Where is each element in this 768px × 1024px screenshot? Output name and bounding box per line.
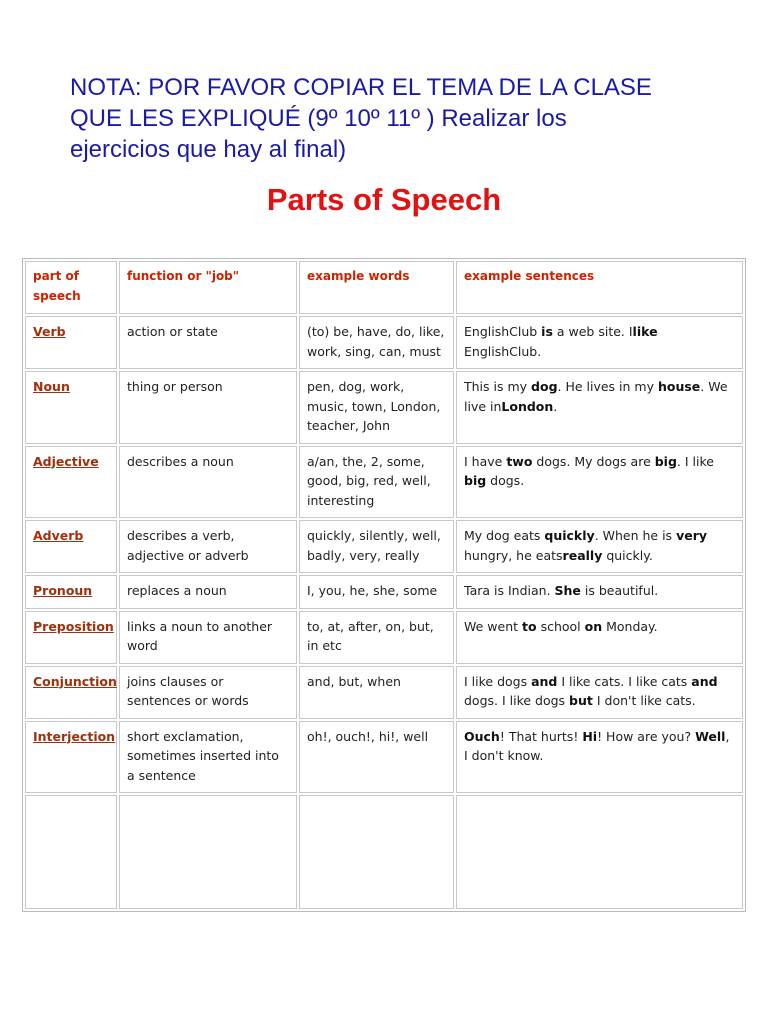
part-of-speech-link[interactable]: Adverb: [33, 528, 84, 543]
table-row: [25, 721, 743, 794]
part-of-speech-cell: [25, 721, 117, 794]
highlighted-word: London: [501, 398, 554, 414]
part-of-speech-cell: [25, 575, 117, 609]
sentence-text: I don't like cats.: [592, 693, 696, 708]
example-words-cell: a/an, the, 2, some, good, big, red, well, interesting: [299, 446, 454, 519]
function-cell: describes a noun: [119, 446, 297, 519]
part-of-speech-link[interactable]: Conjunction: [33, 673, 117, 689]
sentence-text: . He lives in my: [557, 379, 658, 394]
sentence-text: ! That hurts!: [499, 728, 583, 744]
part-of-speech-link[interactable]: Interjection: [33, 728, 116, 744]
page-title: Parts of Speech: [266, 182, 502, 217]
highlighted-word: and: [691, 673, 718, 689]
highlighted-word: very: [676, 528, 708, 543]
table-body: [25, 316, 743, 909]
example-words-cell: and, but, when: [299, 666, 454, 719]
highlighted-word: big: [464, 473, 487, 488]
empty-table-row: [25, 795, 743, 909]
sentence-text: I like dogs: [464, 673, 532, 689]
sentence-text: . I like: [676, 453, 714, 469]
function-cell: short exclamation, sometimes inserted into a sentence: [119, 721, 297, 794]
highlighted-word: to: [522, 618, 537, 634]
sentence-text: dogs.: [486, 473, 525, 488]
sentence-text: EnglishClub.: [464, 343, 542, 359]
sentence-text: I like cats. I like cats: [557, 673, 692, 689]
sentence-text: Tara is Indian.: [464, 583, 555, 598]
highlighted-word: like: [632, 324, 658, 339]
parts-of-speech-table: [22, 258, 746, 912]
part-of-speech-cell: [25, 666, 117, 719]
highlighted-word: on: [584, 618, 603, 634]
part-of-speech-cell: [25, 316, 117, 369]
empty-cell: [119, 795, 297, 909]
sentence-text: hungry, he eats: [464, 547, 563, 563]
part-of-speech-link[interactable]: Pronoun: [33, 583, 93, 598]
part-of-speech-cell: [25, 611, 117, 664]
sentence-text: Monday.: [602, 618, 658, 634]
part-of-speech-link[interactable]: Verb: [33, 324, 66, 339]
example-words-cell: (to) be, have, do, like, work, sing, can, must: [299, 316, 454, 369]
table-row: [25, 611, 743, 664]
example-words-cell: I, you, he, she, some: [299, 575, 454, 609]
sentence-text: school: [536, 618, 585, 634]
highlighted-word: dog: [531, 379, 558, 394]
sentence-text: .: [553, 398, 558, 414]
example-sentence-cell: [456, 446, 743, 519]
function-cell: joins clauses or sentences or words: [119, 666, 297, 719]
sentence-text: , I don't know.: [464, 728, 730, 763]
header-example-words: example words: [299, 261, 454, 314]
table-row: [25, 666, 743, 719]
table-row: [25, 446, 743, 519]
sentence-text: . We live in: [464, 379, 728, 414]
table-row: [25, 316, 743, 369]
sentence-text: is beautiful.: [580, 583, 659, 598]
highlighted-word: Well: [695, 728, 726, 744]
table-row: [25, 575, 743, 609]
sentence-text: dogs. My dogs are: [532, 453, 655, 469]
example-sentence-cell: [456, 721, 743, 794]
example-sentence-cell: [456, 316, 743, 369]
function-cell: links a noun to another word: [119, 611, 297, 664]
instruction-note: [70, 72, 730, 165]
note-line-1: NOTA: POR FAVOR COPIAR EL TEMA DE LA CLASE: [70, 74, 652, 101]
note-line-2: QUE LES EXPLIQUÉ (9º 10º 11º ) Realizar los: [70, 105, 567, 132]
example-words-cell: to, at, after, on, but, in etc: [299, 611, 454, 664]
highlighted-word: Ouch: [464, 728, 500, 744]
part-of-speech-cell: [25, 371, 117, 444]
highlighted-word: Hi: [582, 728, 598, 744]
highlighted-word: really: [562, 547, 603, 563]
part-of-speech-link[interactable]: Noun: [33, 379, 70, 394]
part-of-speech-cell: [25, 520, 117, 573]
sentence-text: a web site. I: [552, 324, 633, 339]
table-row: [25, 371, 743, 444]
sentence-text: I have: [464, 453, 507, 469]
function-cell: action or state: [119, 316, 297, 369]
table-row: [25, 520, 743, 573]
example-sentence-cell: [456, 520, 743, 573]
sentence-text: EnglishClub: [464, 324, 542, 339]
header-function: function or "job": [119, 261, 297, 314]
example-sentence-cell: [456, 666, 743, 719]
sentence-text: My dog eats: [464, 528, 545, 543]
highlighted-word: two: [506, 453, 533, 469]
sentence-text: This is my: [464, 379, 532, 394]
function-cell: thing or person: [119, 371, 297, 444]
sentence-text: . When he is: [594, 528, 677, 543]
header-example-sentences: example sentences: [456, 261, 743, 314]
highlighted-word: and: [531, 673, 558, 689]
empty-cell: [299, 795, 454, 909]
sentence-text: quickly.: [602, 547, 653, 563]
table-header-row: [25, 261, 743, 314]
highlighted-word: She: [554, 583, 581, 598]
highlighted-word: house: [657, 379, 701, 394]
sentence-text: We went: [464, 618, 523, 634]
function-cell: replaces a noun: [119, 575, 297, 609]
note-line-3: ejercicios que hay al final): [70, 136, 347, 163]
header-part-of-speech: part of speech: [25, 261, 117, 314]
sentence-text: ! How are you?: [597, 728, 696, 744]
example-sentence-cell: [456, 371, 743, 444]
example-words-cell: pen, dog, work, music, town, London, teacher, John: [299, 371, 454, 444]
highlighted-word: is: [541, 324, 553, 339]
part-of-speech-cell: [25, 446, 117, 519]
highlighted-word: quickly: [544, 528, 595, 543]
highlighted-word: big: [654, 453, 677, 469]
function-cell: describes a verb, adjective or adverb: [119, 520, 297, 573]
sentence-text: dogs. I like dogs: [464, 693, 570, 708]
example-sentence-cell: [456, 611, 743, 664]
example-words-cell: oh!, ouch!, hi!, well: [299, 721, 454, 794]
empty-cell: [456, 795, 743, 909]
empty-cell: [25, 795, 117, 909]
part-of-speech-link[interactable]: Adjective: [33, 453, 99, 469]
example-words-cell: quickly, silently, well, badly, very, really: [299, 520, 454, 573]
example-sentence-cell: [456, 575, 743, 609]
highlighted-word: but: [569, 693, 593, 708]
part-of-speech-link[interactable]: Preposition: [33, 618, 114, 634]
